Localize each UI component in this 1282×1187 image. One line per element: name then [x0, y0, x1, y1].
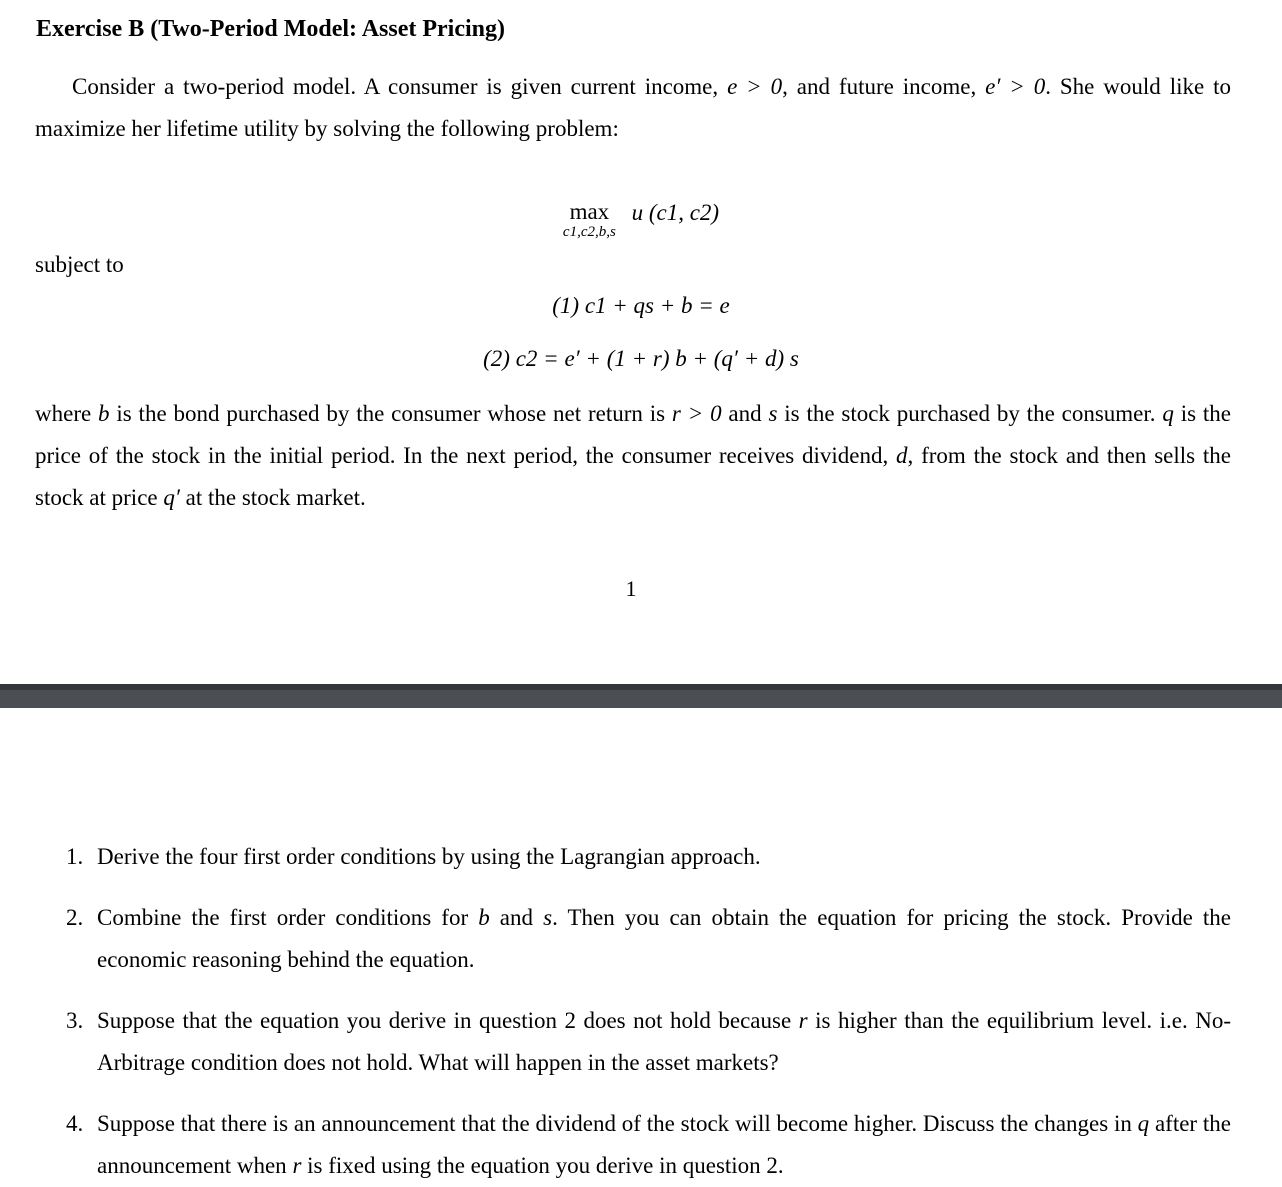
- max-operator: [563, 200, 616, 240]
- page-2: [0, 708, 1282, 1186]
- dividend-var: d: [896, 443, 908, 468]
- question-item-3: [66, 1000, 1231, 1084]
- intro-paragraph: [35, 66, 1231, 150]
- desc-text-1: where: [35, 401, 99, 426]
- bond-var: b: [98, 401, 110, 426]
- q4-price-var: q: [1137, 1111, 1150, 1136]
- question-number: 3.: [66, 1008, 84, 1033]
- budget-constraint-2: [0, 346, 1282, 372]
- intro-text-3: . She would like to maximize her lifetime utility by solving the following problem:: [35, 74, 1231, 141]
- objective-function: [0, 200, 1282, 240]
- question-item-4: [66, 1103, 1231, 1187]
- desc-text-2: is the bond purchased by the consumer whose net return is: [109, 401, 672, 426]
- constraint-1-text: (1) c1 + qs + b = e: [552, 293, 730, 318]
- q3-text-1: Suppose that the equation you derive in question 2 does not hold because: [97, 1008, 799, 1033]
- desc-text-4: is the stock purchased by the consumer.: [777, 401, 1163, 426]
- question-text: Derive the four first order conditions by using the Lagrangian approach.: [97, 844, 761, 869]
- desc-text-5: is the price of the stock in the initial period. In the next period, the consumer receives dividend,: [35, 401, 1231, 468]
- q4-text-2: after the announcement when: [97, 1111, 1231, 1178]
- constraint-2-text: (2) c2 = e′ + (1 + r) b + (q′ + d) s: [483, 346, 799, 371]
- max-subscript: c1,c2,b,s: [562, 224, 616, 240]
- desc-text-3: and: [721, 401, 769, 426]
- price-var: q: [1162, 401, 1174, 426]
- question-item-2: [66, 897, 1231, 981]
- page-divider: [0, 684, 1282, 708]
- budget-constraint-1: [0, 293, 1282, 319]
- subject-to-label: subject to: [35, 252, 124, 277]
- intro-text-2: , and future income,: [782, 74, 986, 99]
- question-item-1: [66, 836, 1231, 878]
- q2-stock-var: s: [543, 905, 553, 930]
- page-number: 1: [625, 576, 637, 601]
- intro-text-1: Consider a two-period model. A consumer is given current income,: [72, 74, 728, 99]
- q2-text-3: . Then you can obtain the equation for pricing the stock. Provide the economic reasoning behind the equation.: [97, 905, 1231, 972]
- utility-function: u (c1, c2): [631, 200, 720, 225]
- desc-text-6: , from the stock and then sells the stock at price: [35, 443, 1231, 510]
- q3-text-2: is higher than the equilibrium level. i.e. No-Arbitrage condition does not hold. What will happen in the asset markets?: [97, 1008, 1231, 1075]
- stock-var: s: [768, 401, 778, 426]
- current-income-condition: e > 0: [727, 74, 783, 99]
- q3-return-var: r: [798, 1008, 808, 1033]
- question-text: [97, 1103, 1231, 1187]
- question-number: 4.: [66, 1111, 84, 1136]
- description-paragraph: [35, 393, 1231, 519]
- question-number: 1.: [66, 844, 84, 869]
- q2-bond-var: b: [478, 905, 490, 930]
- exercise-heading: Exercise B (Two-Period Model: Asset Pricing): [36, 16, 506, 42]
- future-income-condition: e′ > 0: [985, 74, 1046, 99]
- question-number: 2.: [66, 905, 84, 930]
- desc-text-7: at the stock market.: [179, 485, 366, 510]
- max-label: max: [569, 199, 610, 224]
- question-text: [97, 897, 1231, 981]
- q2-text-1: Combine the first order conditions for: [97, 905, 479, 930]
- q2-text-2: and: [489, 905, 544, 930]
- return-condition: r > 0: [671, 401, 722, 426]
- question-text: [97, 1000, 1231, 1084]
- future-price-var: q′: [163, 485, 180, 510]
- q4-text-3: is fixed using the equation you derive in question 2.: [301, 1153, 784, 1178]
- q4-return-var: r: [292, 1153, 302, 1178]
- q4-text-1: Suppose that there is an announcement that the dividend of the stock will become higher. Discuss the changes in: [97, 1111, 1138, 1136]
